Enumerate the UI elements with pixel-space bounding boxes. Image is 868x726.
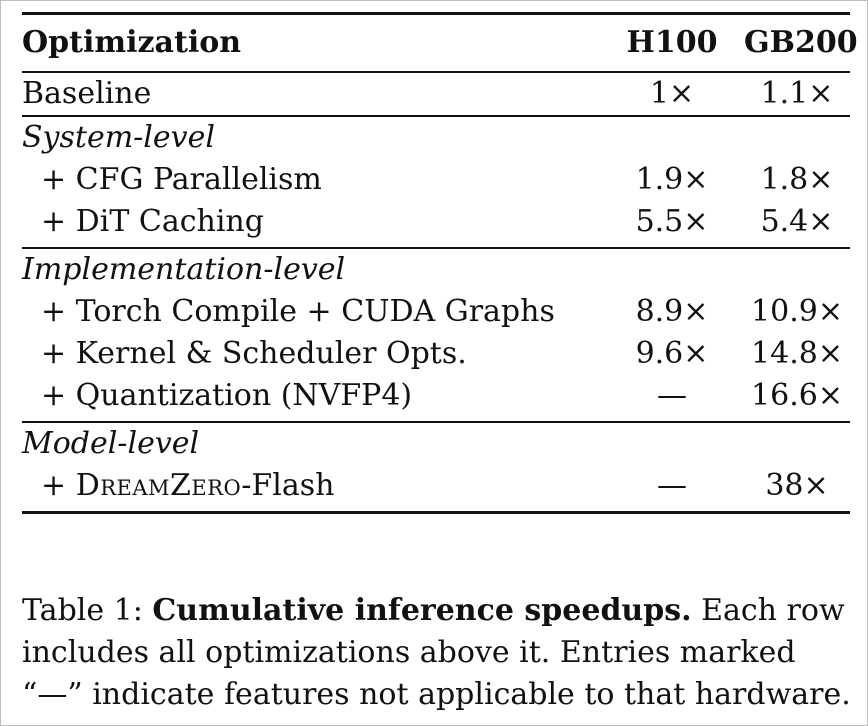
group-heading-model-level [22, 423, 850, 465]
row-label: + Kernel & Scheduler Opts. [41, 336, 467, 371]
table-row [22, 375, 850, 417]
speedup-table [22, 12, 858, 514]
table-row [22, 159, 850, 201]
header-optimization: Optimization [22, 25, 242, 60]
table-row-baseline [22, 73, 850, 115]
row-label: + Quantization (NVFP4) [41, 378, 413, 413]
group-name: Model-level [22, 426, 200, 461]
gb200-value: 1.1× [760, 76, 834, 111]
group-heading-system-level [22, 117, 850, 159]
gb200-value: 1.8× [760, 162, 834, 197]
gb200-value: 5.4× [760, 204, 834, 239]
bottom-rule [22, 511, 850, 514]
gb200-value: 10.9× [751, 294, 843, 329]
row-label-prefix: + [41, 468, 76, 503]
group-name: System-level [22, 120, 215, 155]
h100-value: 1× [649, 76, 695, 111]
gb200-value: 16.6× [751, 378, 843, 413]
table-row [22, 333, 850, 375]
caption-text: Each row includes all optimizations above it. Entries marked “—” indicate features not applicable to that hardware. [22, 593, 851, 712]
caption-bold: Cumulative inference speedups. [152, 593, 692, 628]
h100-value: 1.9× [635, 162, 709, 197]
gb200-value: 38× [765, 468, 829, 503]
caption-lead: Table 1: [22, 593, 143, 628]
row-label: + Torch Compile + CUDA Graphs [41, 294, 555, 329]
header-gb200: GB200 [744, 25, 858, 60]
row-label: Baseline [22, 76, 152, 111]
h100-value: 9.6× [635, 336, 709, 371]
header-h100: H100 [626, 25, 718, 60]
row-label: + DiT Caching [41, 204, 264, 239]
table-row [22, 291, 850, 333]
table-caption [22, 590, 852, 716]
group-name: Implementation-level [22, 252, 346, 287]
table-row [22, 465, 850, 507]
table-row [22, 201, 850, 243]
model-name-smallcaps: DreamZero [75, 468, 242, 503]
h100-value: — [657, 468, 687, 503]
gb200-value: 14.8× [751, 336, 843, 371]
h100-value: — [657, 378, 687, 413]
row-label [41, 465, 334, 507]
h100-value: 8.9× [635, 294, 709, 329]
row-label: + CFG Parallelism [41, 162, 322, 197]
row-label-suffix: -Flash [241, 468, 335, 503]
h100-value: 5.5× [635, 204, 709, 239]
table-header-row [22, 15, 858, 71]
group-heading-implementation-level [22, 249, 850, 291]
